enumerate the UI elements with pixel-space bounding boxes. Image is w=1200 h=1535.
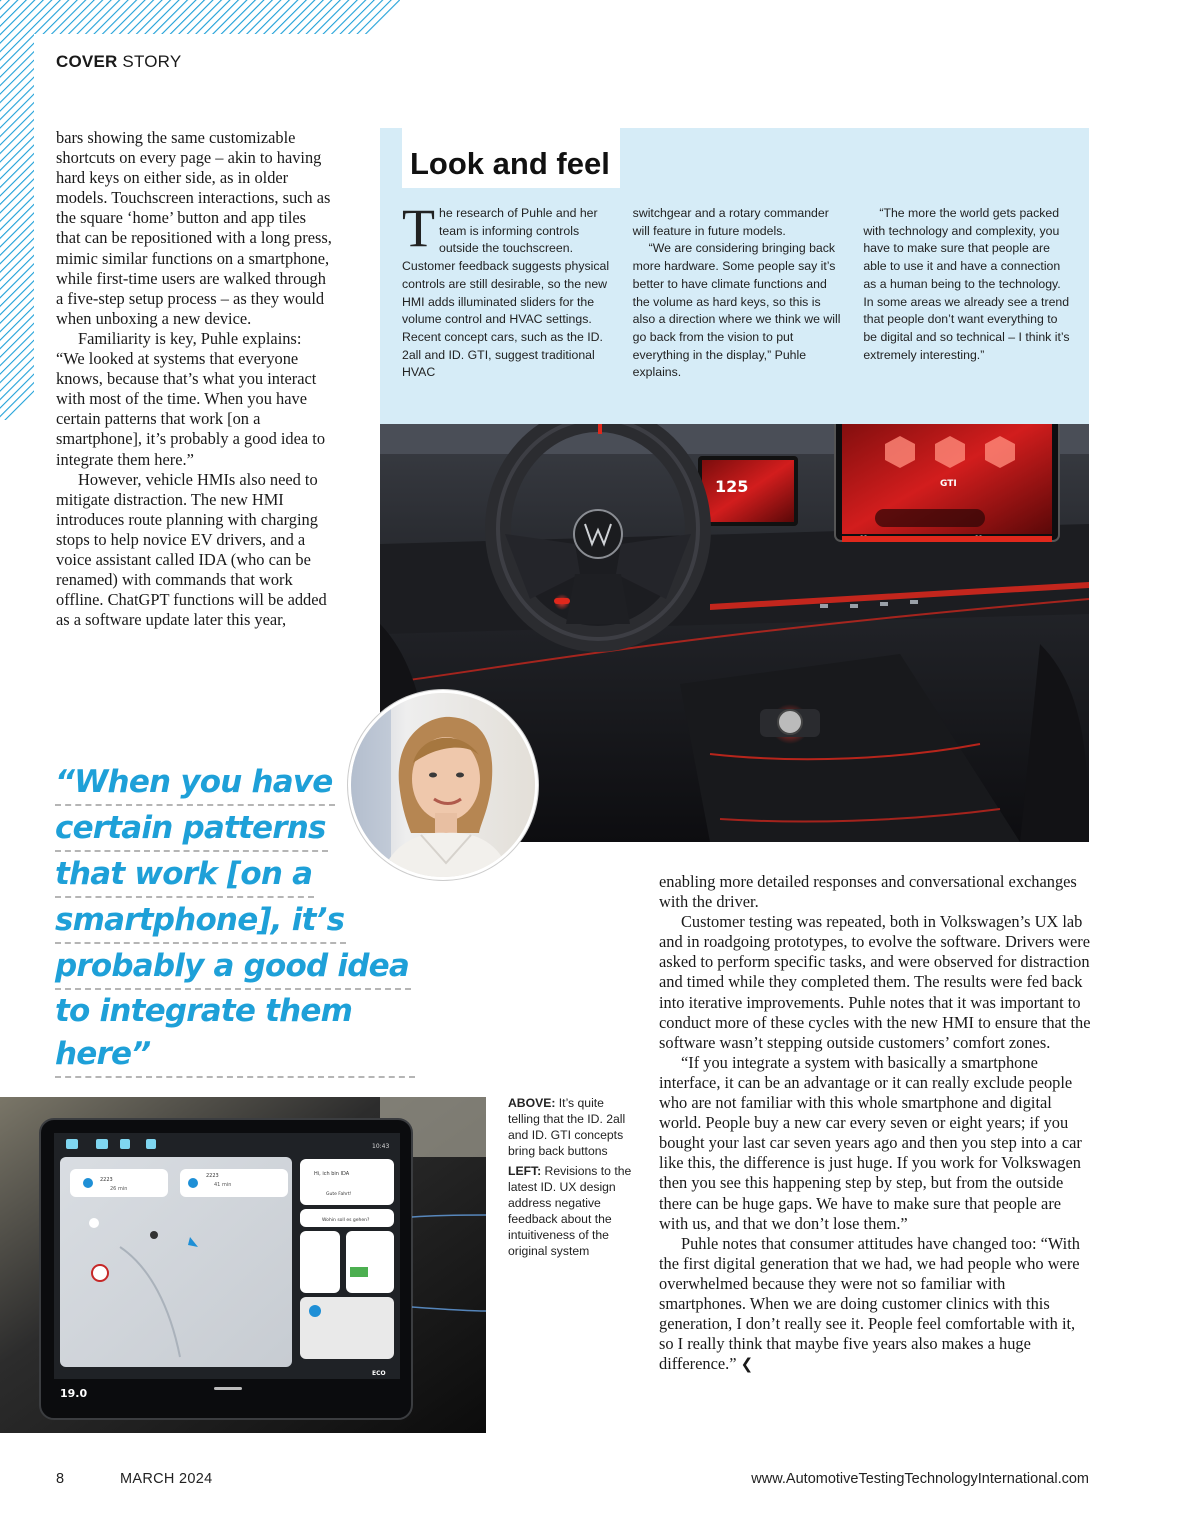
sidebar-column-3 <box>863 205 1072 382</box>
route-card-1-sub: 26 min <box>110 1186 128 1192</box>
sidebar-title: Look and feel <box>402 128 620 188</box>
caption-above-text: It’s quite telling that the ID. 2all and ID. GTI concepts bring back buttons <box>508 1096 626 1158</box>
sidebar-paragraph: switchgear and a rotary commander will feature in future models. <box>632 206 829 238</box>
pull-quote-line: to integrate them here” <box>55 990 415 1078</box>
caption-above-label: ABOVE: <box>508 1096 556 1110</box>
drop-cap: T <box>402 198 435 258</box>
body-paragraph: Customer testing was repeated, both in Volkswagen’s UX lab and in roadgoing prototypes, to evolve the software. Drivers were asked to perform specific tasks, and were observed for distraction and timed while they completed them. The results were fed back into iterative improvements. Puhle notes that it was important to conduct more of these cycles with the new HMI to ensure that the software wasn’t stepping outside customers’ comfort zones. <box>659 912 1091 1052</box>
body-paragraph: However, vehicle HMIs also need to mitigate distraction. The new HMI introduces route planning with charging stops to help novice EV drivers, and a voice assistant called IDA (who can be renamed) with commands that work offline. ChatGPT functions will be added as a software update later this year, <box>56 469 327 630</box>
screen-drive-mode: ECO <box>372 1370 386 1377</box>
caption-above <box>508 1095 636 1159</box>
screen-temperature: 19.0 <box>60 1387 88 1400</box>
infotainment-screen-photo <box>0 1097 486 1433</box>
section-label <box>56 52 181 72</box>
body-column-left <box>56 128 334 630</box>
caption-left <box>508 1163 636 1259</box>
page-number: 8 <box>56 1471 65 1487</box>
assistant-greeting: Hi, ich bin IDA <box>314 1171 350 1177</box>
body-paragraph-text: Puhle notes that consumer attitudes have changed too: “With the first digital generation that we had, we had people who were overwhelmed because they were not so familiar with smartphones. When we are doing customer clinics with this generation, I don’t really see it. People feel comfortable with it, so I really think that maybe five years also makes a huge difference.” <box>659 1233 1080 1374</box>
pull-quote-line: “When you have <box>55 761 335 806</box>
body-column-right <box>659 872 1091 1374</box>
section-label-bold: COVER <box>56 52 118 71</box>
caption-left-text: Revisions to the latest ID. UX design address negative feedback about the intuitiveness of the original system <box>508 1164 632 1258</box>
caption-left-label: LEFT: <box>508 1164 542 1178</box>
body-paragraph <box>659 1234 1091 1375</box>
body-paragraph: enabling more detailed responses and conversational exchanges with the driver. <box>659 872 1077 912</box>
body-paragraph: Familiarity is key, Puhle explains: “We looked at systems that everyone knows, because that’s what you interact with most of the time. When you have certain patterns that work [on a smartphone], it’s probably a good idea to integrate them here.” <box>56 328 326 469</box>
end-of-article-mark: ❮ <box>740 1355 754 1374</box>
sidebar-paragraph: “We are considering bringing back more hardware. Some people say it’s better to have climate functions and the volume as hard keys, so this is also a direction where we think we will go back from the vision to put everything in the display,” Puhle explains. <box>632 241 841 380</box>
pull-quote <box>55 760 415 1078</box>
pull-quote-line: smartphone], it’s <box>55 899 346 944</box>
sidebar-paragraph: “The more the world gets packed with technology and complexity, you have to make sure that people are able to use it and have a connection as a human being to the technology. In some areas we already see a trend that people don’t want everything to be digital and so technical – I think it’s extremely interesting.” <box>863 206 1070 362</box>
pull-quote-line: probably a good idea <box>55 945 411 990</box>
body-paragraph: “If you integrate a system with basically a smartphone interface, it can be an advantage or it can really exclude people who are not familiar with this whole smartphone and digital world. People buy a new car every seven or eight years; if you bought your last car seven years ago and then you step into a car like this, the difference is just huge. If you work for Volkswagen then you see this happening step by step, but from the outside there can be huge gaps. We have to make sure that people are with us, and that we don’t lose them.” <box>659 1052 1082 1233</box>
assistant-item-2: Wohin soll es gehen? <box>322 1218 370 1223</box>
sidebar-column-2 <box>633 205 842 382</box>
sidebar-column-1 <box>402 198 611 382</box>
sidebar-paragraph <box>402 198 611 382</box>
screen-time: 10:43 <box>372 1143 390 1150</box>
sidebar-paragraph-text: he research of Puhle and her team is informing controls outside the touchscreen. Customer feedback suggests physical controls are still desirable, so the new HMI adds illuminated sliders for the volume control and HVAC settings. Recent concept cars, such as the ID. 2all and ID. GTI, suggest traditional HVAC <box>402 206 610 380</box>
infotainment-screen-illustration <box>0 1097 486 1433</box>
pull-quote-line: that work [on a <box>55 853 314 898</box>
section-label-rest: STORY <box>122 52 182 71</box>
sidebar-box <box>380 128 1089 424</box>
pull-quote-line: certain patterns <box>55 807 328 852</box>
screen-gti-label: GTI <box>940 479 957 489</box>
route-card-2-title: 2223 <box>206 1173 219 1179</box>
route-card-1-title: 2223 <box>100 1177 113 1183</box>
photo-captions <box>508 1095 636 1263</box>
sidebar-columns <box>402 198 1072 382</box>
issue-date: MARCH 2024 <box>120 1471 213 1487</box>
cluster-speed: 125 <box>715 477 749 496</box>
website-url: www.AutomotiveTestingTechnologyInternational.com <box>751 1471 1089 1487</box>
body-paragraph: bars showing the same customizable shortcuts on every page – akin to having hard keys on either side, as in older models. Touchscreen interactions, such as the square ‘home’ button and app tiles that can be repositioned with a long press, mimic similar functions on a smartphone, while first-time users are walked through a five-step setup process – as they would when unboxing a new device. <box>56 128 332 328</box>
route-card-2-sub: 41 min <box>214 1182 232 1188</box>
assistant-item-1: Gute Fahrt! <box>326 1192 352 1197</box>
